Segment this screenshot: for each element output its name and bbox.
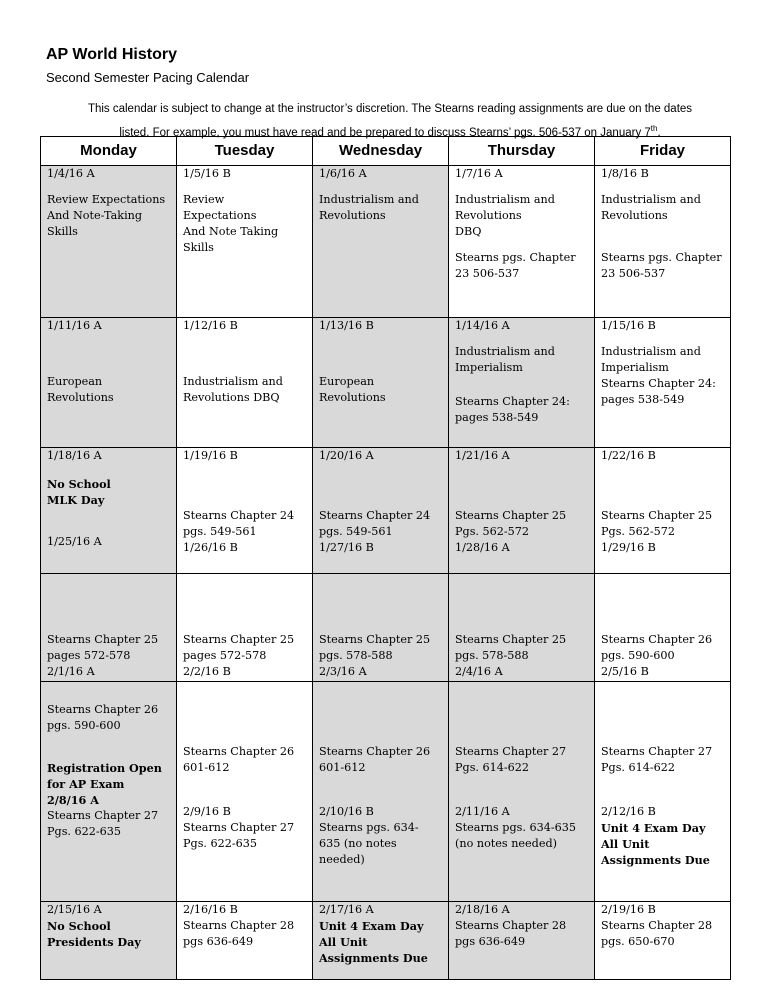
- cell-line: And Note-Taking: [47, 209, 143, 222]
- cell-line: pages 572-578: [47, 649, 131, 662]
- cell-next-date: 1/25/16 A: [47, 535, 102, 548]
- calendar-cell: [177, 574, 313, 682]
- calendar-cell: [41, 902, 177, 980]
- header-thursday: Thursday: [449, 137, 595, 166]
- cell-line: 601-612: [319, 761, 366, 774]
- cell-line: Revolutions: [455, 209, 522, 222]
- calendar-cell: [313, 682, 449, 902]
- calendar-cell: [595, 574, 731, 682]
- calendar-cell: [313, 166, 449, 318]
- calendar-cell: [177, 448, 313, 574]
- cell-line: Stearns Chapter 28: [455, 919, 567, 932]
- cell-line: Revolutions: [601, 209, 668, 222]
- cell-bold-line: Assignments Due: [601, 853, 710, 867]
- cell-date: 1/7/16 A: [455, 167, 503, 180]
- cell-date: 1/5/16 B: [183, 167, 231, 180]
- page-subtitle: Second Semester Pacing Calendar: [46, 70, 250, 85]
- cell-date: 2/18/16 A: [455, 903, 510, 916]
- cell-next-date: 2/11/16 A: [455, 805, 510, 818]
- cell-line: Stearns Chapter 25: [183, 633, 295, 646]
- calendar-cell: [313, 318, 449, 448]
- cell-bold-line: Presidents Day: [47, 935, 141, 949]
- cell-next-date: 1/29/16 B: [601, 541, 656, 554]
- cell-line: Skills: [47, 225, 78, 238]
- cell-line: pgs. 578-588: [455, 649, 529, 662]
- cell-line: pgs. 549-561: [319, 525, 393, 538]
- cell-bold-line: No School: [47, 477, 111, 491]
- cell-line: (no notes needed): [455, 837, 557, 850]
- calendar-cell: [313, 574, 449, 682]
- cell-line: Stearns Chapter 26: [601, 633, 713, 646]
- calendar-cell: [41, 448, 177, 574]
- cell-line: Stearns Chapter 28: [183, 919, 295, 932]
- cell-bold-line: All Unit: [601, 837, 650, 851]
- cell-bold-line: Registration Open: [47, 761, 162, 775]
- calendar-cell: [177, 318, 313, 448]
- cell-line: Skills: [183, 241, 214, 254]
- cell-next-date: 2/9/16 B: [183, 805, 231, 818]
- cell-bold-line: No School: [47, 919, 111, 933]
- cell-next-date: 2/12/16 B: [601, 805, 656, 818]
- cell-date: 2/17/16 A: [319, 903, 374, 916]
- cell-next-date: 2/10/16 B: [319, 805, 374, 818]
- cell-line: pgs. 590-600: [47, 719, 121, 732]
- note-line-2-text: listed. For example, you must have read and be prepared to discuss Stearns’ pgs. 506-537 on January 7: [119, 126, 651, 139]
- cell-line: pgs. 590-600: [601, 649, 675, 662]
- cell-line: Industrialism and: [319, 193, 419, 206]
- cell-line: Stearns Chapter 26: [319, 745, 431, 758]
- cell-line: Industrialism and: [455, 193, 555, 206]
- note-superscript: th: [650, 124, 658, 133]
- cell-line: Imperialism: [455, 361, 523, 374]
- page-title: AP World History: [46, 46, 177, 63]
- calendar-cell: [595, 448, 731, 574]
- cell-line: Revolutions: [319, 209, 386, 222]
- cell-bold-line: Unit 4 Exam Day: [601, 821, 706, 835]
- cell-line: 601-612: [183, 761, 230, 774]
- cell-line: pgs 636-649: [183, 935, 254, 948]
- cell-line: Stearns Chapter 25: [455, 633, 567, 646]
- calendar-cell: [449, 682, 595, 902]
- cell-line: European: [319, 375, 375, 388]
- cell-line: Stearns pgs. 634-: [319, 821, 419, 834]
- cell-date: 1/19/16 B: [183, 449, 238, 462]
- calendar-cell: [449, 166, 595, 318]
- calendar-cell: [595, 318, 731, 448]
- calendar-cell: [595, 902, 731, 980]
- cell-line: Stearns Chapter 24:: [601, 377, 716, 390]
- cell-line: Stearns Chapter 26: [47, 703, 159, 716]
- calendar-cell: [595, 682, 731, 902]
- cell-date: 1/11/16 A: [47, 319, 102, 332]
- cell-line: Revolutions: [319, 391, 386, 404]
- cell-line: Revolutions DBQ: [183, 391, 280, 404]
- cell-next-date: 1/26/16 B: [183, 541, 238, 554]
- week-row: [41, 902, 731, 980]
- cell-line: Stearns pgs. 634-635: [455, 821, 576, 834]
- cell-date: 1/15/16 B: [601, 319, 656, 332]
- cell-line: Review: [183, 193, 225, 206]
- week-row: [41, 166, 731, 318]
- week-row: [41, 574, 731, 682]
- cell-line: Review Expectations: [47, 193, 166, 206]
- cell-line: Pgs. 622-635: [183, 837, 258, 850]
- cell-line: pgs. 549-561: [183, 525, 257, 538]
- cell-line: Industrialism and: [601, 345, 701, 358]
- week-row: [41, 448, 731, 574]
- calendar-cell: [313, 448, 449, 574]
- cell-line: Stearns Chapter 25: [601, 509, 713, 522]
- note-line-1: This calendar is subject to change at the instructor’s discretion. The Stearns reading assignments are due on the dates: [87, 103, 693, 115]
- cell-date: 1/6/16 A: [319, 167, 367, 180]
- cell-date: 1/14/16 A: [455, 319, 510, 332]
- cell-line: Stearns Chapter 27: [601, 745, 713, 758]
- cell-date: 1/20/16 A: [319, 449, 374, 462]
- cell-bold-line: Unit 4 Exam Day: [319, 919, 424, 933]
- cell-line: pages 538-549: [455, 411, 539, 424]
- cell-date: 1/21/16 A: [455, 449, 510, 462]
- header-friday: Friday: [595, 137, 731, 166]
- cell-line: 635 (no notes: [319, 837, 397, 850]
- cell-line: Stearns Chapter 25: [319, 633, 431, 646]
- header-monday: Monday: [41, 137, 177, 166]
- cell-line: needed): [319, 853, 365, 866]
- cell-next-date: 2/4/16 A: [455, 665, 503, 678]
- cell-date: 1/8/16 B: [601, 167, 649, 180]
- cell-date: 1/4/16 A: [47, 167, 95, 180]
- calendar-cell: [41, 682, 177, 902]
- pacing-calendar-table: [40, 136, 731, 980]
- cell-next-date: 1/27/16 B: [319, 541, 374, 554]
- cell-bold-line: 2/8/16 A: [47, 793, 99, 807]
- cell-line: And Note Taking: [183, 225, 279, 238]
- cell-line: Stearns Chapter 25: [47, 633, 159, 646]
- cell-line: Industrialism and: [183, 375, 283, 388]
- cell-date: 2/19/16 B: [601, 903, 656, 916]
- cell-line: Pgs. 614-622: [601, 761, 676, 774]
- cell-line: Stearns Chapter 27: [455, 745, 567, 758]
- cell-line: Pgs. 614-622: [455, 761, 530, 774]
- note-period: .: [657, 126, 661, 139]
- cell-line: Industrialism and: [601, 193, 701, 206]
- calendar-cell: [41, 574, 177, 682]
- cell-line: Stearns Chapter 27: [183, 821, 295, 834]
- cell-line: Pgs. 562-572: [455, 525, 530, 538]
- cell-line: pgs 636-649: [455, 935, 526, 948]
- cell-line: Stearns Chapter 24:: [455, 395, 570, 408]
- cell-line: Industrialism and: [455, 345, 555, 358]
- cell-date: 1/18/16 A: [47, 449, 102, 462]
- cell-line: Pgs. 562-572: [601, 525, 676, 538]
- cell-line: Stearns Chapter 24: [319, 509, 431, 522]
- cell-date: 1/12/16 B: [183, 319, 238, 332]
- cell-date: 1/13/16 B: [319, 319, 374, 332]
- cell-next-date: 2/5/16 B: [601, 665, 649, 678]
- cell-line: pages 538-549: [601, 393, 685, 406]
- cell-bold-line: All Unit: [319, 935, 368, 949]
- calendar-cell: [449, 318, 595, 448]
- calendar-cell: [313, 902, 449, 980]
- cell-line: Imperialism: [601, 361, 669, 374]
- cell-line: European: [47, 375, 103, 388]
- cell-line: Stearns Chapter 27: [47, 809, 159, 822]
- cell-line: DBQ: [455, 225, 482, 238]
- cell-line: Stearns Chapter 24: [183, 509, 295, 522]
- cell-bold-line: Assignments Due: [319, 951, 428, 965]
- week-row: [41, 682, 731, 902]
- cell-date: 2/15/16 A: [47, 903, 102, 916]
- cell-line: pgs. 650-670: [601, 935, 675, 948]
- cell-line: Stearns Chapter 26: [183, 745, 295, 758]
- week-row: [41, 318, 731, 448]
- cell-bold-line: for AP Exam: [47, 777, 125, 791]
- cell-bold-line: MLK Day: [47, 493, 105, 507]
- cell-next-date: 2/1/16 A: [47, 665, 95, 678]
- calendar-cell: [41, 318, 177, 448]
- cell-line: Stearns Chapter 25: [455, 509, 567, 522]
- cell-line: 23 506-537: [455, 267, 520, 280]
- cell-line: Stearns Chapter 28: [601, 919, 713, 932]
- calendar-cell: [177, 902, 313, 980]
- calendar-cell: [595, 166, 731, 318]
- cell-date: 2/16/16 B: [183, 903, 238, 916]
- calendar-cell: [449, 574, 595, 682]
- cell-line: Pgs. 622-635: [47, 825, 122, 838]
- header-wednesday: Wednesday: [313, 137, 449, 166]
- calendar-cell: [449, 902, 595, 980]
- cell-line: pages 572-578: [183, 649, 267, 662]
- day-header-row: [41, 137, 731, 166]
- cell-line: 23 506-537: [601, 267, 666, 280]
- cell-next-date: 2/2/16 B: [183, 665, 231, 678]
- calendar-cell: [177, 682, 313, 902]
- cell-line: Revolutions: [47, 391, 114, 404]
- cell-next-date: 1/28/16 A: [455, 541, 510, 554]
- cell-line: pgs. 578-588: [319, 649, 393, 662]
- cell-line: Stearns pgs. Chapter: [455, 251, 576, 264]
- cell-line: Stearns pgs. Chapter: [601, 251, 722, 264]
- cell-date: 1/22/16 B: [601, 449, 656, 462]
- cell-next-date: 2/3/16 A: [319, 665, 367, 678]
- calendar-cell: [41, 166, 177, 318]
- calendar-cell: [449, 448, 595, 574]
- calendar-cell: [177, 166, 313, 318]
- cell-line: Expectations: [183, 209, 257, 222]
- header-tuesday: Tuesday: [177, 137, 313, 166]
